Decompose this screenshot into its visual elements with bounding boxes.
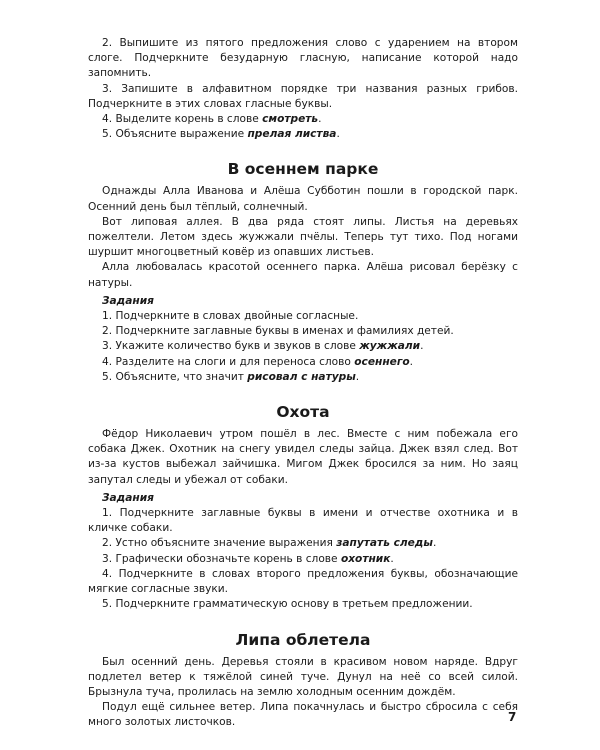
paragraph: Алла любовалась красотой осеннего парка. Алёша рисовал берёзку с натуры.: [88, 261, 518, 289]
section-title: В осеннем парке: [227, 160, 379, 179]
task-item: 5. Объясните выражение прелая листва.: [102, 128, 340, 141]
page-number: 7: [508, 710, 517, 724]
paragraph: Был осенний день. Деревья стояли в красивом новом наряде. Вдруг подлетел ветер к тяжёлой синей туче. Дунул на неё со всей силой. Брызнула туча, пролилась на землю холодным осенним дождём.: [88, 655, 518, 698]
task-item: 2. Устно объясните значение выражения запутать следы.: [102, 537, 437, 550]
task-item: 4. Разделите на слоги и для переноса слово осеннего.: [102, 355, 414, 368]
task-item: 1. Подчеркните в словах двойные согласные.: [102, 310, 359, 323]
task-item: 4. Выделите корень в слове смотреть.: [102, 113, 322, 126]
keyword: охотник: [340, 552, 391, 565]
paragraph: Подул ещё сильнее ветер. Липа покачнулась и быстро сбросила с себя много золотых листочков.: [88, 701, 518, 729]
keyword: прелая листва: [247, 128, 337, 141]
top-tasks: [88, 36, 518, 142]
task-item: 1. Подчеркните заглавные буквы в имени и отчестве охотника и в кличке собаки.: [88, 507, 518, 535]
task-item: 4. Подчеркните в словах второго предложения буквы, обозначающие мягкие согласные звуки.: [88, 567, 518, 596]
tasks-heading: Задания: [102, 294, 154, 307]
section-title: Липа облетела: [235, 630, 371, 649]
task-item: 5. Объясните, что значит рисовал с натуры.: [102, 370, 360, 383]
keyword: смотреть: [262, 113, 319, 126]
keyword: жужжали: [359, 340, 421, 353]
paragraph: Вот липовая аллея. В два ряда стоят липы. Листья на деревьях пожелтели. Летом здесь жужжали пчёлы. Теперь тут тихо. Под ногами шуршит многоцветный ковёр из опавших листьев.: [88, 215, 518, 259]
keyword: рисовал с натуры: [247, 370, 356, 383]
keyword: запутать следы: [336, 537, 433, 550]
section-title: Охота: [276, 403, 330, 422]
task-item: 2. Подчеркните заглавные буквы в именах и фамилиях детей.: [102, 325, 454, 338]
paragraph: Фёдор Николаевич утром пошёл в лес. Вместе с ним побежала его собака Джек. Охотник на снегу увидел следы зайца. Джек взял след. Вот из-за кустов выбежал зайчишка. Мигом Джек бросился за ним. Но заяц запутал следы и убежал от собаки.: [88, 428, 518, 486]
tasks-heading: Задания: [102, 491, 154, 504]
page-content: [88, 36, 518, 731]
task-item: 2. Выпишите из пятого предложения слово с ударением на втором слоге. Подчеркните безударную гласную, написание которой надо запомнить.: [88, 37, 518, 80]
task-item: 3. Запишите в алфавитном порядке три названия разных грибов. Подчеркните в этих словах гласные буквы.: [88, 82, 518, 110]
paragraph: Однажды Алла Иванова и Алёша Субботин пошли в городской парк. Осенний день был тёплый, солнечный.: [88, 185, 518, 213]
task-item: 5. Подчеркните грамматическую основу в третьем предложении.: [102, 598, 473, 611]
keyword: осеннего: [354, 355, 410, 368]
task-item: 3. Укажите количество букв и звуков в слове жужжали.: [102, 340, 424, 353]
task-item: 3. Графически обозначьте корень в слове охотник.: [102, 552, 394, 565]
